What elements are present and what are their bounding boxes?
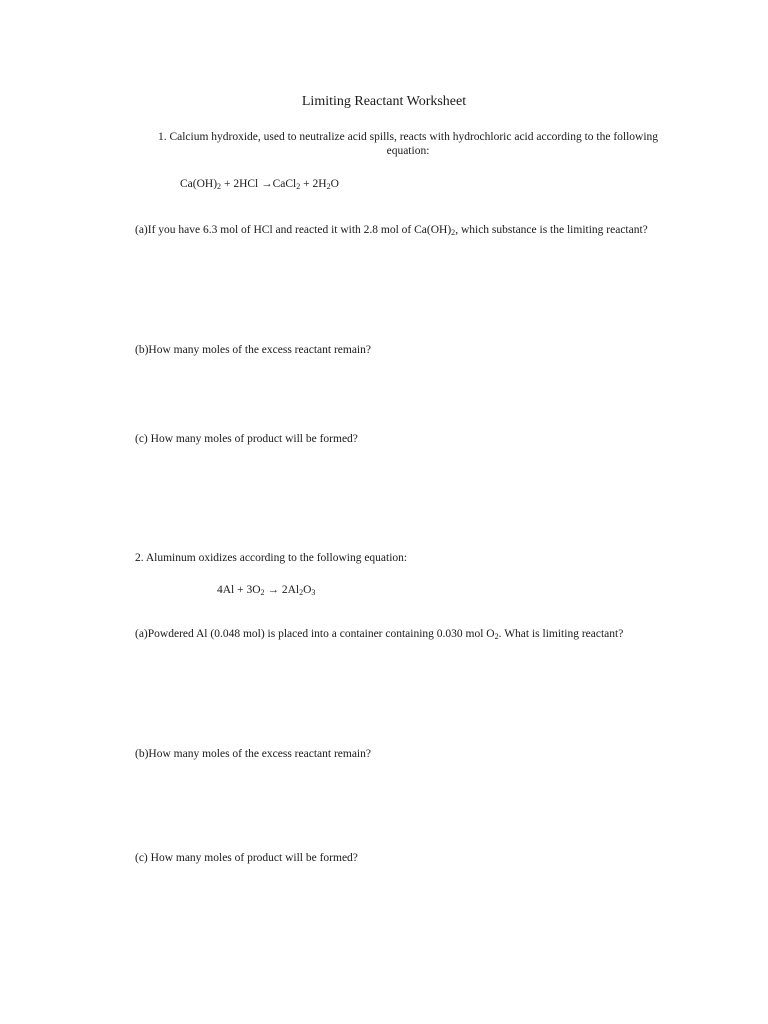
question-1-stem: 1. Calcium hydroxide, used to neutralize acid spills, reacts with hydrochloric acid according to the following equation: bbox=[157, 131, 659, 157]
arrow-icon: → bbox=[261, 178, 273, 190]
page-title: Limiting Reactant Worksheet bbox=[301, 94, 467, 109]
question-2-equation: $4Al + 3O_2 \to 2Al_2O_3$ bbox=[217, 584, 316, 597]
question-2a: (a)Powdered Al (0.048 mol) is placed into a container containing 0.030 mol $O_2$. What is limiting reactant? bbox=[135, 628, 624, 641]
question-1b: (b)How many moles of the excess reactant remain? bbox=[135, 344, 371, 356]
question-1-equation: $Ca(OH)_2 + 2HCl$ →CaCl$_2$ + $2H_2O$ bbox=[180, 178, 339, 191]
question-2c: (c) How many moles of product will be formed? bbox=[135, 852, 358, 864]
question-1c: (c) How many moles of product will be formed? bbox=[135, 433, 358, 445]
question-2-stem: 2. Aluminum oxidizes according to the following equation: bbox=[135, 552, 408, 564]
question-1a: (a)If you have 6.3 mol of HCl and reacted it with 2.8 mol of $Ca(OH)_2$, which substance is the limiting reactant? bbox=[135, 224, 648, 237]
question-2b: (b)How many moles of the excess reactant remain? bbox=[135, 748, 371, 760]
arrow-icon: → bbox=[264, 584, 282, 596]
